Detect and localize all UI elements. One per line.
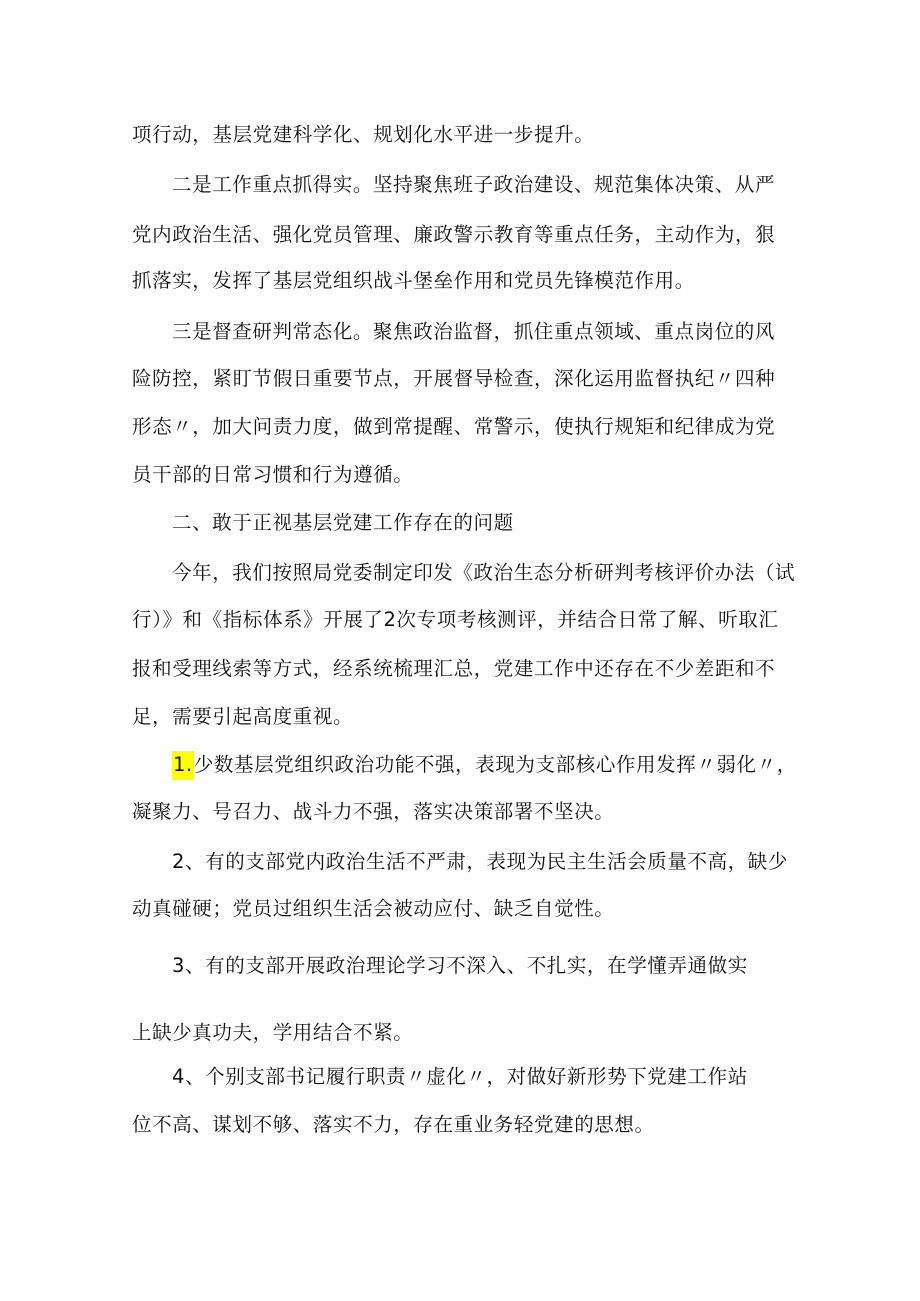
text-line: 3、有的支部开展政治理论学习不深入、不扎实，在学懂弄通做实 [172, 954, 748, 977]
text-line: 二是工作重点抓得实。坚持聚焦班子政治建设、规范集体决策、从严 [172, 173, 776, 196]
text-line: 位不高、谋划不够、落实不力，存在重业务轻党建的思想。 [132, 1113, 655, 1136]
text-line: 行）》和《指标体系》开展了2次专项考核测评，并结合日常了解、听取汇 [132, 608, 779, 631]
list-item-text: 少数基层党组织政治功能不强，表现为支部核心作用发挥〃弱化〃， [193, 753, 797, 776]
list-item-1 [172, 752, 797, 778]
text-line: 凝聚力、号召力、战斗力不强，落实决策部署不坚决。 [132, 800, 615, 823]
text-line: 上缺少真功夫，学用结合不紧。 [132, 1021, 414, 1044]
text-line: 党内政治生活、强化党员管理、廉政警示教育等重点任务，主动作为，狠 [132, 223, 776, 246]
text-line: 险防控，紧盯节假日重要节点，开展督导检查，深化运用监督执纪〃四种 [132, 367, 776, 390]
text-line: 今年，我们按照局党委制定印发《政治生态分析研判考核评价办法（试 [172, 561, 796, 584]
text-line: 三是督查研判常态化。聚焦政治监督，抓住重点领域、重点岗位的风 [172, 320, 776, 343]
text-line: 形态〃，加大问责力度，做到常提醒、常警示，使执行规矩和纪律成为党 [132, 415, 776, 438]
text-line: 抓落实，发挥了基层党组织战斗堡垒作用和党员先锋模范作用。 [132, 269, 695, 292]
text-line: 2、有的支部党内政治生活不严肃，表现为民主生活会质量不高，缺少 [172, 850, 789, 873]
text-line: 项行动，基层党建科学化、规划化水平进一步提升。 [132, 123, 595, 146]
highlighted-number: 1. [172, 751, 194, 780]
text-line: 报和受理线索等方式，经系统梳理汇总，党建工作中还存在不少差距和不 [132, 657, 776, 680]
section-heading: 二、敢于正视基层党建工作存在的问题 [172, 511, 514, 534]
text-line: 4、个别支部书记履行职责〃虚化〃，对做好新形势下党建工作站 [172, 1065, 748, 1088]
text-line: 员干部的日常习惯和行为遵循。 [132, 463, 414, 486]
text-line: 动真碰硬；党员过组织生活会被动应付、缺乏自觉性。 [132, 897, 615, 920]
text-line: 足，需要引起高度重视。 [132, 705, 354, 728]
